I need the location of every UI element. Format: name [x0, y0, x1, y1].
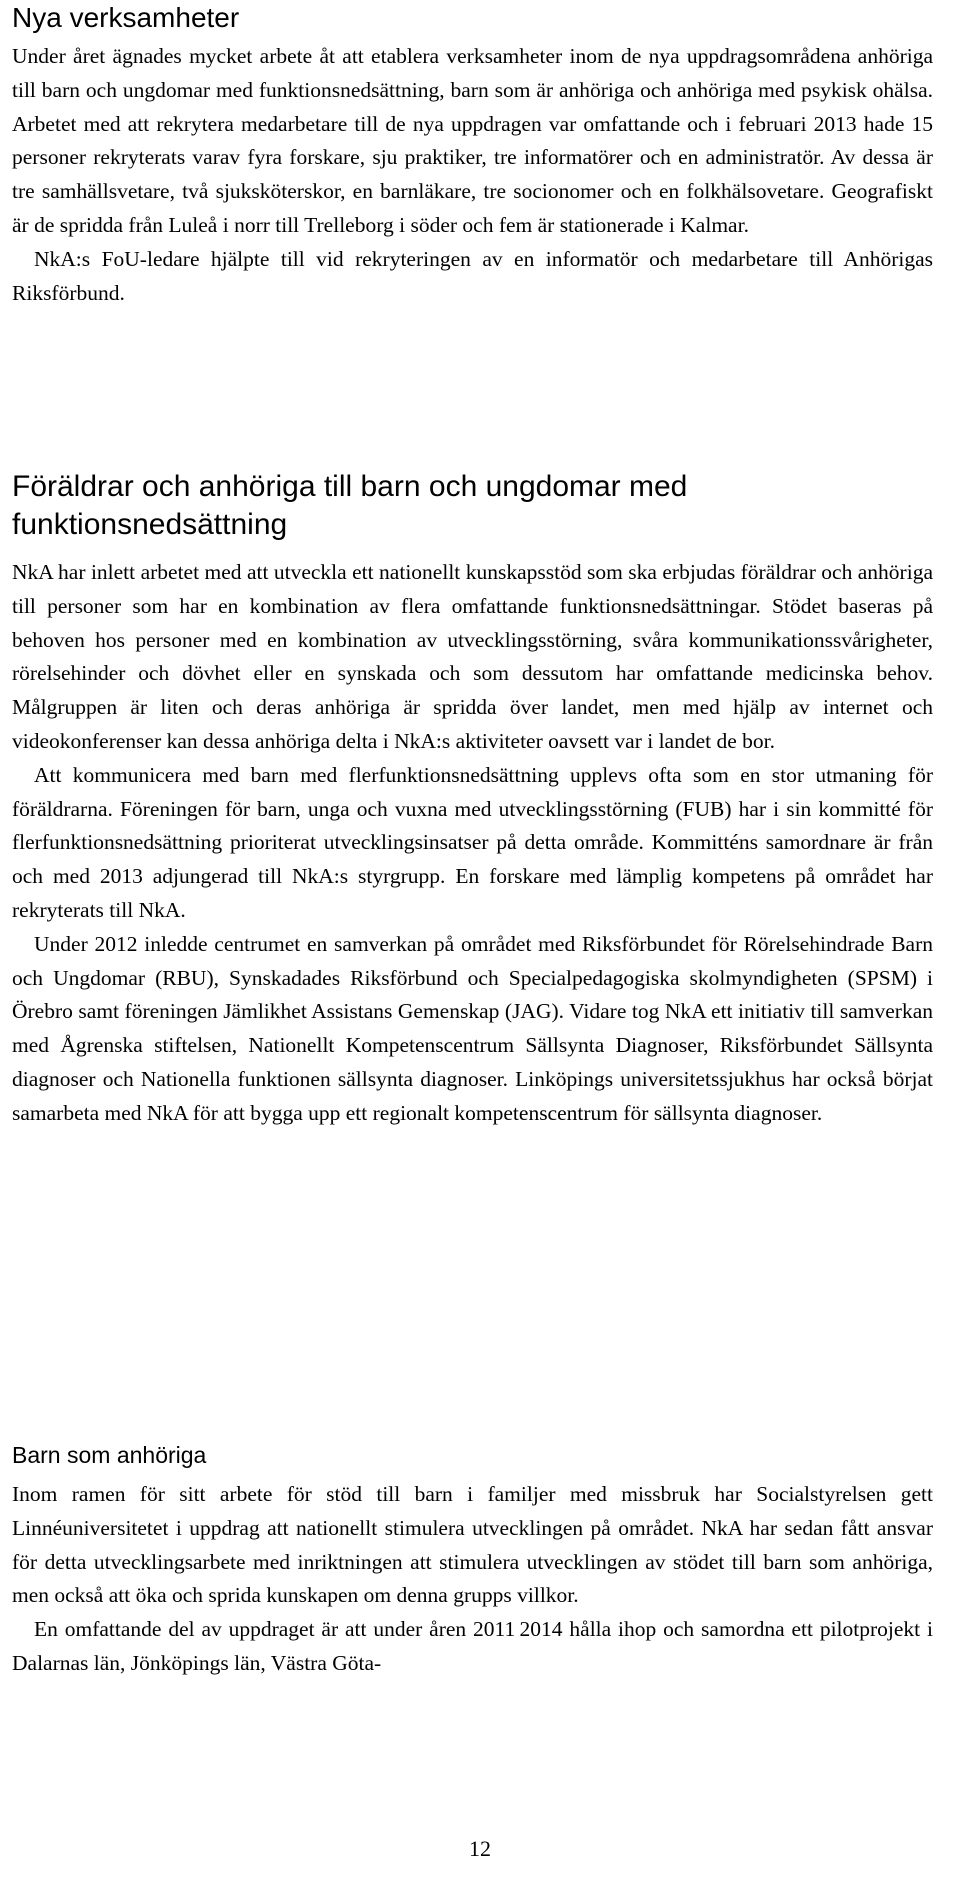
page-number: 12: [469, 1836, 491, 1861]
section-heading: Nya verksamheter: [12, 2, 240, 33]
body-paragraph: Inom ramen för sitt arbete för stöd till barn i familjer med missbruk har Socialstyrelsen gett Linnéuniversitetet i uppdrag att nationellt stimulera utvecklingen på området. NkA har sedan fått ansvar för detta utvecklingsarbete med inriktningen att stimulera utvecklingen av stödet till barn som anhöriga, men också att öka och sprida kunskapen om denna grupps villkor.: [12, 1482, 933, 1608]
body-paragraph: Att kommunicera med barn med flerfunktionsnedsättning upplevs ofta som en stor utmaning för föräldrarna. Föreningen för barn, unga och vuxna med utvecklingsstörning (FUB) har i sin kommitté för flerfunktionsnedsättning prioriterat utvecklingsinsatser på detta område. Kommitténs samordnare är från och med 2013 adjungerad till NkA:s styrgrupp. En forskare med lämplig kompetens på området har rekryterats till NkA.: [12, 762, 933, 922]
section-barn-som-anhoriga: [12, 1440, 933, 1681]
body-paragraph: NkA:s FoU-ledare hjälpte till vid rekryteringen av en informatör och medarbetare till Anhörigas Riksförbund.: [12, 246, 933, 305]
section-heading: Barn som anhöriga: [12, 1442, 207, 1468]
section-nya-verksamheter: [12, 0, 933, 310]
body-paragraph: En omfattande del av uppdraget är att under åren 2011 2014 hålla ihop och samordna ett pilotprojekt i Dalarnas län, Jönköpings län, Västra Göta-: [12, 1617, 933, 1675]
body-paragraph: Under 2012 inledde centrumet en samverkan på området med Riksförbundet för Rörelsehindrade Barn och Ungdomar (RBU), Synskadades Riksförbund och Specialpedagogiska skolmyndigheten (SPSM) i Örebro samt föreningen Jämlikhet Assistans Gemenskap (JAG). Vidare tog NkA ett initiativ till samverkan med Ågrenska stiftelsen, Nationellt Kompetenscentrum Sällsynta Diagnoser, Riksförbundet Sällsynta diagnoser och Nationella funktionen sällsynta diagnoser. Linköpings universitetssjukhus har också börjat samarbeta med NkA för att bygga upp ett regionalt kompetenscentrum för sällsynta diagnoser.: [12, 931, 933, 1125]
body-paragraph: Under året ägnades mycket arbete åt att etablera verksamheter inom de nya uppdragsområdena anhöriga till barn och ungdomar med funktionsnedsättning, barn som är anhöriga och anhöriga med psykisk ohälsa. Arbetet med att rekrytera medarbetare till de nya uppdragen var omfattande och i februari 2013 hade 15 personer rekryterats varav fyra forskare, sju praktiker, tre informatörer och en administratör. Av dessa är tre samhällsvetare, två sjuksköterskor, en barnläkare, tre socionomer och en folkhälsovetare. Geografiskt är de spridda från Luleå i norr till Trelleborg i söder och fem är stationerade i Kalmar.: [12, 44, 933, 237]
body-paragraph: NkA har inlett arbetet med att utveckla ett nationellt kunskapsstöd som ska erbjudas föräldrar och anhöriga till personer som har en kombination av flera omfattande funktionsnedsättningar. Stödet baseras på behoven hos personer med en kombination av utvecklingsstörning, svåra kommunikationssvårigheter, rörelsehinder och dövhet eller en synskada och som dessutom har omfattande medicinska behov. Målgruppen är liten och deras anhöriga är spridda över landet, men med hjälp av internet och videokonferenser kan dessa anhöriga delta i NkA:s aktiviteter oavsett var i landet de bor.: [12, 560, 933, 753]
section-foraldrar-och-anhoriga: [12, 468, 933, 1131]
section-heading: Föräldrar och anhöriga till barn och ungdomar med funktionsnedsättning: [12, 470, 688, 541]
